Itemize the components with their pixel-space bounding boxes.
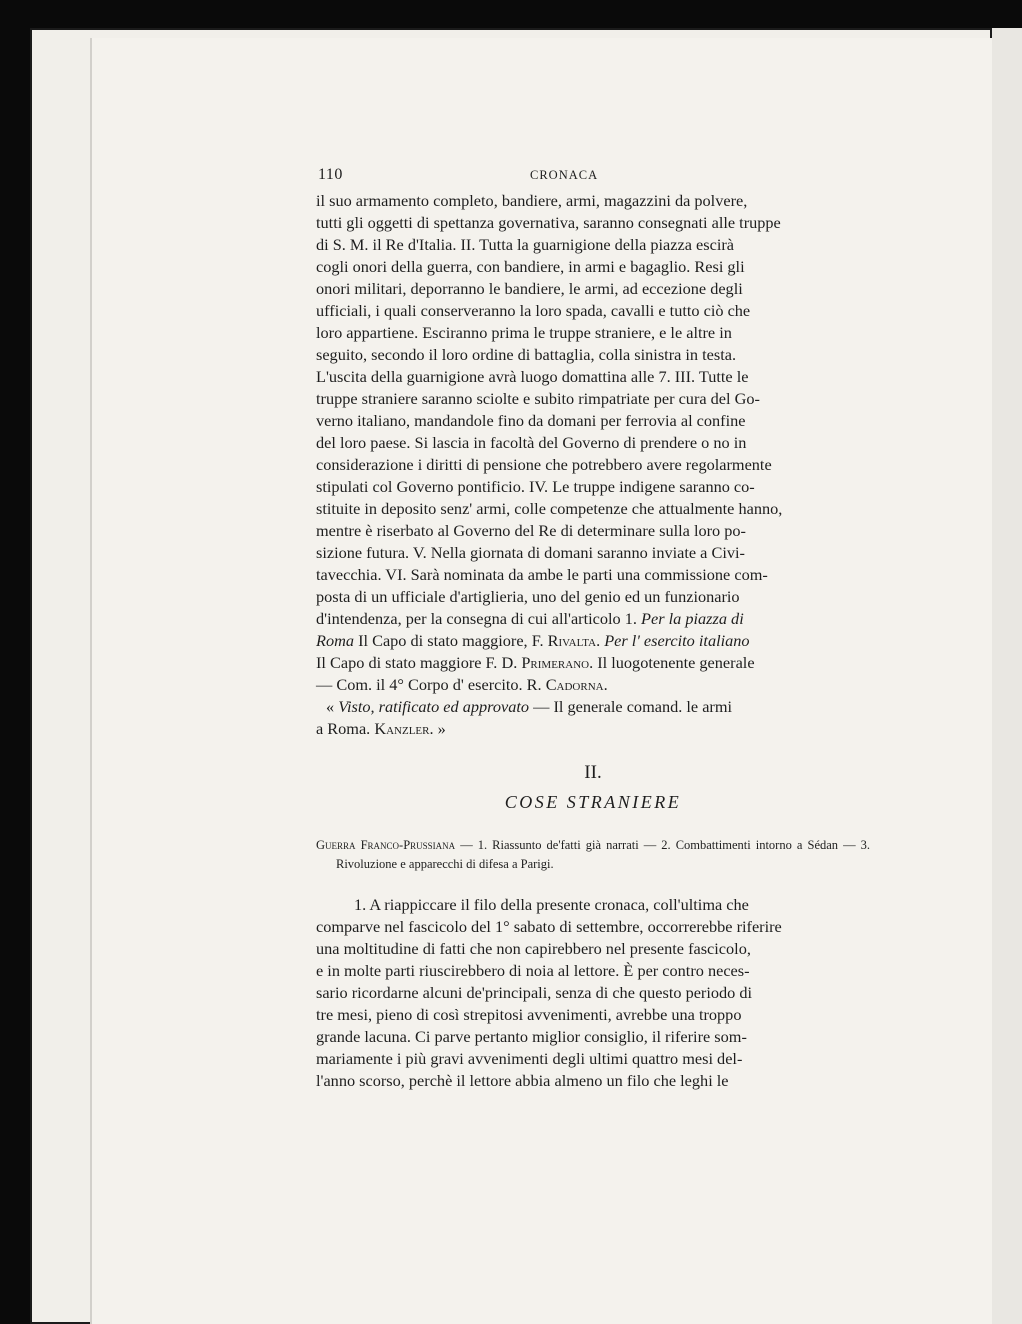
summary-topic: Guerra Franco-Prussiana <box>316 838 456 852</box>
italic-span: Per la piazza di <box>641 609 744 628</box>
text-line: mentre è riserbato al Governo del Re di determinare sulla loro po- <box>316 521 746 540</box>
text-line: grande lacuna. Ci parve pertanto miglior consiglio, il riferire som- <box>316 1027 747 1046</box>
text-line: l'anno scorso, perchè il lettore abbia almeno un filo che leghi le <box>316 1071 729 1090</box>
page-number: 110 <box>318 166 343 183</box>
page-header <box>316 162 870 190</box>
text-line <box>316 696 870 718</box>
text-line: comparve nel fascicolo del 1° sabato di settembre, occorrerebbe riferire <box>316 917 782 936</box>
text-line <box>316 652 870 674</box>
text-line: stipulati col Governo pontificio. IV. Le truppe indigene saranno co- <box>316 477 755 496</box>
italic-span: Roma <box>316 631 354 650</box>
text-line: seguito, secondo il loro ordine di battaglia, colla sinistra in testa. <box>316 345 737 364</box>
italic-span: Visto, ratificato ed approvato <box>338 697 530 716</box>
text-line: ufficiali, i quali conserveranno la loro spada, cavalli e tutto ciò che <box>316 301 751 320</box>
close-quote: » <box>437 719 446 738</box>
text-line: verno italiano, mandandole fino da domani per ferrovia al confine <box>316 411 746 430</box>
text-span: — Il generale comand. le armi <box>533 697 733 716</box>
page-text-block <box>316 162 870 1092</box>
text-line: stituite in deposito senz' armi, colle competenze che attualmente hanno, <box>316 499 783 518</box>
running-title: CRONACA <box>530 168 599 182</box>
section-summary <box>316 836 870 874</box>
text-line: una moltitudine di fatti che non capirebbero nel presente fascicolo, <box>316 939 751 958</box>
text-line <box>316 674 870 696</box>
signatory-name: Primerano. <box>521 653 594 672</box>
text-line: 1. A riappiccare il filo della presente cronaca, coll'ultima che <box>354 895 749 914</box>
section-title: COSE STRANIERE <box>504 792 682 812</box>
text-line: il suo armamento completo, bandiere, armi, magazzini da polvere, <box>316 191 748 210</box>
paragraph-chronicle-intro <box>316 894 870 1092</box>
italic-span: Per l' esercito italiano <box>604 631 750 650</box>
text-line: posta di un ufficiale d'artiglieria, uno del genio ed un funzionario <box>316 587 740 606</box>
text-span: Il luogotenente generale <box>597 653 755 672</box>
section-number: II. <box>584 762 602 783</box>
signatory-name: Cadorna. <box>545 675 608 694</box>
text-line: onori militari, deporranno le bandiere, le armi, ad eccezione degli <box>316 279 743 298</box>
text-line: sario ricordarne alcuni de'principali, senza di che questo periodo di <box>316 983 753 1002</box>
text-line: di S. M. il Re d'Italia. II. Tutta la guarnigione della piazza escirà <box>316 235 734 254</box>
paragraph-ratification <box>316 696 870 740</box>
text-span: d'intendenza, per la consegna di cui all'articolo 1. <box>316 609 637 628</box>
text-line: L'uscita della guarnigione avrà luogo domattina alle 7. III. Tutte le <box>316 367 749 386</box>
text-span: — Com. il 4° Corpo d' esercito. R. <box>316 675 542 694</box>
text-line <box>316 718 870 740</box>
text-line: truppe straniere saranno sciolte e subito rimpatriate per cura del Go- <box>316 389 760 408</box>
text-span: Il Capo di stato maggiore, F. <box>358 631 544 650</box>
text-line: tavecchia. VI. Sarà nominata da ambe le parti una commissione com- <box>316 565 768 584</box>
open-quote: « <box>326 697 335 716</box>
text-line: cogli onori della guerra, con bandiere, in armi e bagaglio. Resi gli <box>316 257 745 276</box>
text-span: Il Capo di stato maggiore F. D. <box>316 653 518 672</box>
text-line: tutti gli oggetti di spettanza governativa, saranno consegnati alle truppe <box>316 213 781 232</box>
adjacent-page-edge <box>992 28 1022 1324</box>
text-line: sizione futura. V. Nella giornata di domani saranno inviate a Civi- <box>316 543 745 562</box>
text-line: considerazione i diritti di pensione che potrebbero avere regolarmente <box>316 455 772 474</box>
text-line: mariamente i più gravi avvenimenti degli ultimi quattro mesi del- <box>316 1049 743 1068</box>
text-line: del loro paese. Si lascia in facoltà del Governo di prendere o no in <box>316 433 747 452</box>
text-line: tre mesi, pieno di così strepitosi avvenimenti, avrebbe una troppo <box>316 1005 742 1024</box>
text-span: a Roma. <box>316 719 371 738</box>
text-line: e in molte parti riuscirebbero di noia al lettore. È per contro neces- <box>316 961 750 980</box>
signatory-name: Rivalta. <box>547 631 601 650</box>
text-line <box>316 630 870 652</box>
signatory-name: Kanzler. <box>374 719 434 738</box>
summary-items: — 1. Riassunto de'fatti già narrati — 2. Combattimenti intorno a Sédan — 3. Rivoluzione e apparecchi di difesa a Parigi. <box>336 838 871 871</box>
paragraph-capitulation-terms <box>316 190 870 696</box>
text-line: loro appartiene. Esciranno prima le truppe straniere, e le altre in <box>316 323 732 342</box>
text-line <box>316 608 870 630</box>
